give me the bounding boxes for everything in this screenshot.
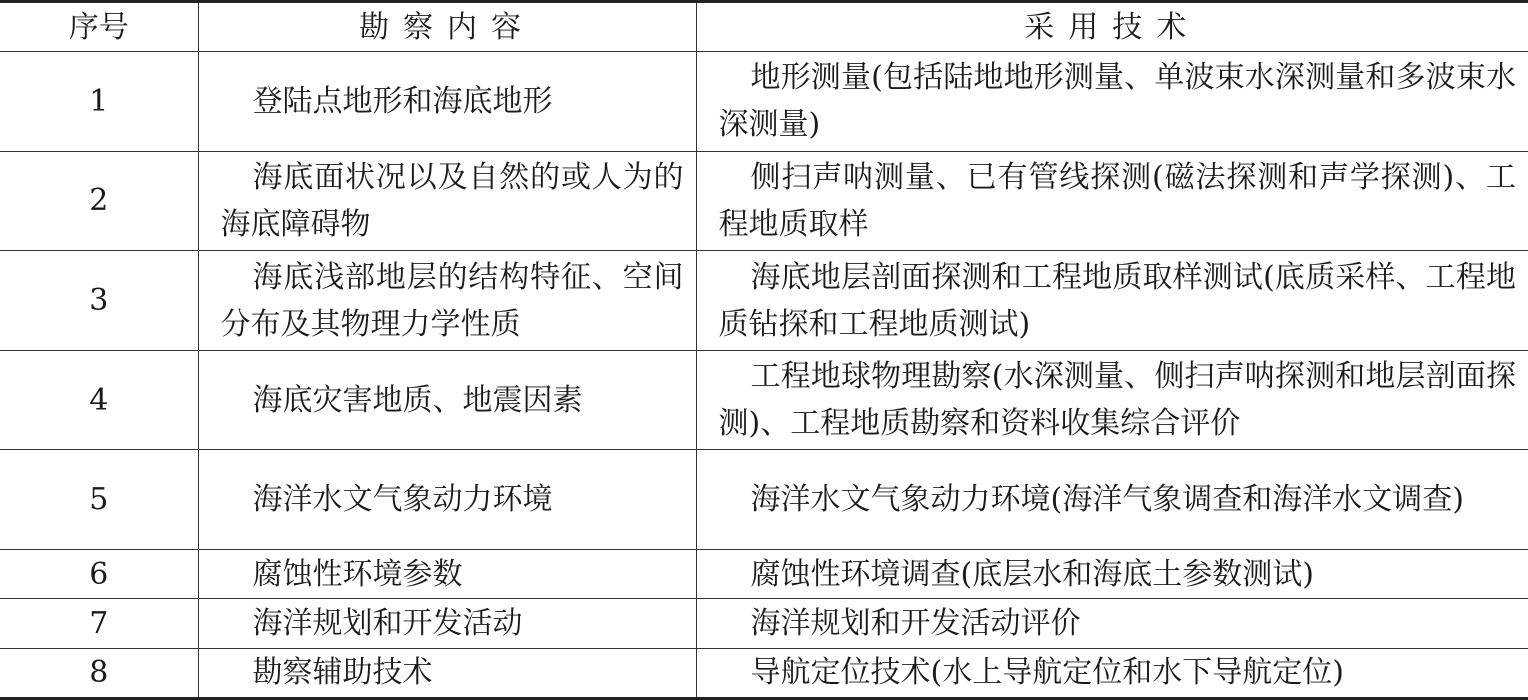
row-number: 6	[0, 550, 198, 599]
row-number: 2	[0, 151, 198, 251]
row-technique: 侧扫声呐测量、已有管线探测(磁法探测和声学探测)、工程地质取样	[696, 151, 1528, 251]
table-row	[0, 151, 1528, 251]
row-number: 3	[0, 251, 198, 351]
header-no: 序号	[0, 2, 198, 52]
table-body	[0, 52, 1528, 699]
row-technique: 海洋规划和开发活动评价	[696, 599, 1528, 648]
table-row	[0, 599, 1528, 648]
header-content: 勘察内容	[198, 2, 696, 52]
table-row	[0, 350, 1528, 450]
table-row	[0, 550, 1528, 599]
row-technique: 地形测量(包括陆地地形测量、单波束水深测量和多波束水深测量)	[696, 52, 1528, 152]
row-content: 海洋水文气象动力环境	[198, 450, 696, 550]
row-number: 8	[0, 648, 198, 698]
row-technique: 海底地层剖面探测和工程地质取样测试(底质采样、工程地质钻探和工程地质测试)	[696, 251, 1528, 351]
table-row	[0, 52, 1528, 152]
table-row	[0, 450, 1528, 550]
row-technique: 工程地球物理勘察(水深测量、侧扫声呐探测和地层剖面探测)、工程地质勘察和资料收集综合评价	[696, 350, 1528, 450]
row-number: 1	[0, 52, 198, 152]
row-technique: 导航定位技术(水上导航定位和水下导航定位)	[696, 648, 1528, 698]
row-content: 腐蚀性环境参数	[198, 550, 696, 599]
table-row	[0, 648, 1528, 698]
row-content: 海洋规划和开发活动	[198, 599, 696, 648]
row-content: 海底面状况以及自然的或人为的海底障碍物	[198, 151, 696, 251]
table-header	[0, 2, 1528, 52]
row-number: 4	[0, 350, 198, 450]
row-content: 海底灾害地质、地震因素	[198, 350, 696, 450]
row-content: 登陆点地形和海底地形	[198, 52, 696, 152]
table-row	[0, 251, 1528, 351]
row-content: 海底浅部地层的结构特征、空间分布及其物理力学性质	[198, 251, 696, 351]
header-row	[0, 2, 1528, 52]
row-technique: 海洋水文气象动力环境(海洋气象调查和海洋水文调查)	[696, 450, 1528, 550]
row-technique: 腐蚀性环境调查(底层水和海底土参数测试)	[696, 550, 1528, 599]
header-technique: 采用技术	[696, 2, 1528, 52]
row-number: 5	[0, 450, 198, 550]
row-number: 7	[0, 599, 198, 648]
row-content: 勘察辅助技术	[198, 648, 696, 698]
